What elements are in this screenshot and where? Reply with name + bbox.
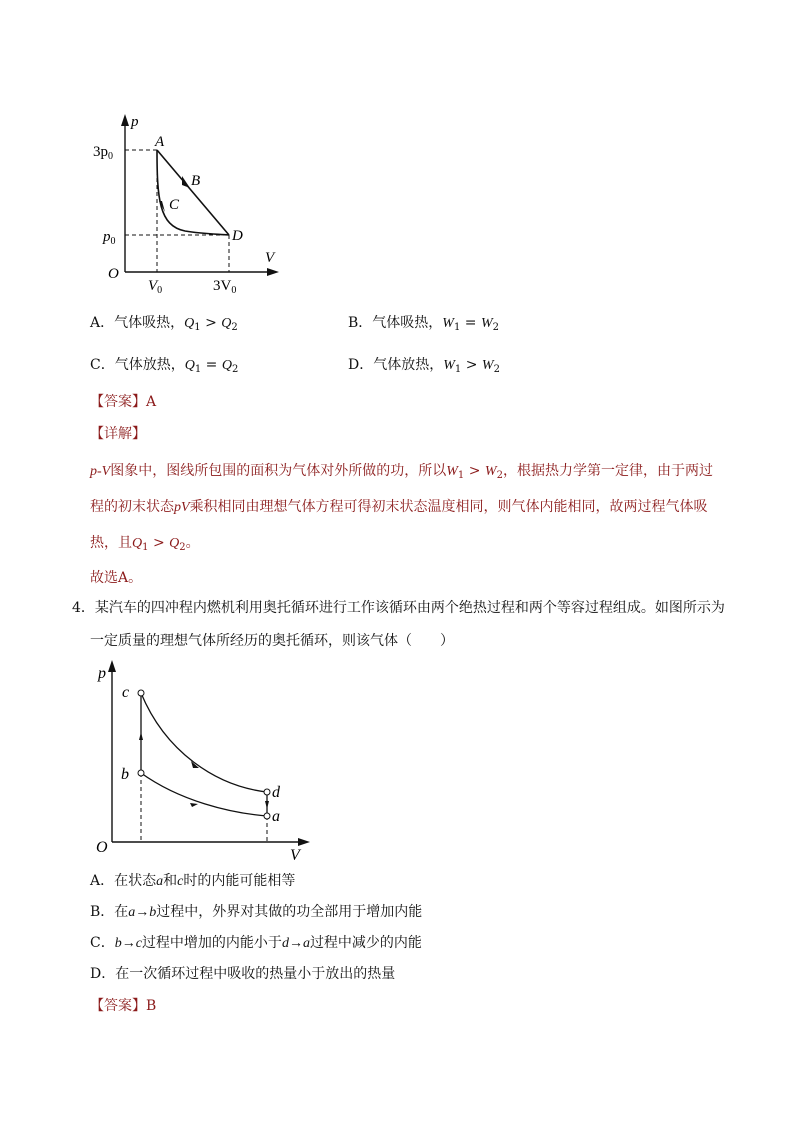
q3-explain-w1: W xyxy=(446,464,458,479)
q4-option-c-var1: b→c xyxy=(114,936,142,951)
q4-option-d[interactable] xyxy=(90,964,395,984)
q4-otto-cycle-diagram xyxy=(90,656,315,866)
q3-option-d-lhs-sub: 1 xyxy=(454,364,462,375)
q3-option-c-lhs: Q xyxy=(184,358,195,373)
q3-point-a: A xyxy=(155,134,165,150)
q3-label-v: V xyxy=(265,250,275,266)
q4-answer xyxy=(90,996,156,1016)
q4-label-d: d xyxy=(272,784,280,801)
q4-label-c: c xyxy=(122,684,130,701)
q3-answer-value: A xyxy=(146,394,157,410)
q3-option-c-text: C．气体放热， xyxy=(90,357,185,373)
q4-option-c-text1: C． xyxy=(90,935,115,951)
q3-label-p0: $p_0$ xyxy=(103,229,116,247)
q3-path-abd xyxy=(157,150,229,235)
q3-option-d-lhs: W xyxy=(443,358,455,373)
q3-explain-line1 xyxy=(90,461,713,486)
q3-option-a-op: > xyxy=(200,315,222,331)
q4-p-axis-arrow xyxy=(108,660,116,672)
q3-explain-line2 xyxy=(90,497,708,518)
q3-option-a-lhs-sub: 1 xyxy=(194,322,201,333)
q3-option-b-text: B．气体吸热， xyxy=(348,315,443,331)
q3-option-d[interactable] xyxy=(348,355,500,380)
q3-label-origin: O xyxy=(108,266,119,282)
q4-label-v: V xyxy=(290,847,300,864)
q3-explain-label: 【详解】 xyxy=(90,426,146,442)
q4-option-a-text1: A．在状态 xyxy=(90,873,157,889)
q3-explain-line3 xyxy=(90,533,200,558)
q4-stem-line2: 一定质量的理想气体所经历的奥托循环，则该气体（ ） xyxy=(90,633,454,649)
q3-explain-text6: 。 xyxy=(185,535,200,551)
q4-option-a-var2: c xyxy=(177,874,184,889)
q4-option-c-text2: 过程中增加的内能小于 xyxy=(141,935,282,951)
q3-explain-w2-sub: 2 xyxy=(496,470,503,481)
q4-arrow-bc xyxy=(139,732,143,740)
q3-option-c-rhs: Q xyxy=(221,358,232,373)
q3-explain-text3: 程的初末状态 xyxy=(90,499,174,515)
q4-option-c-var2: d→a xyxy=(281,936,310,951)
q4-label-a: a xyxy=(272,808,280,825)
q4-option-a-text2: 和 xyxy=(163,873,178,889)
q3-option-c-lhs-sub: 1 xyxy=(194,364,202,375)
q3-explain-text2: ，根据热力学第一定律，由于两过 xyxy=(502,463,713,479)
q3-option-a-rhs: Q xyxy=(221,316,232,331)
q4-stem-line1: 4．某汽车的四冲程内燃机利用奥托循环进行工作该循环由两个绝热过程和两个等容过程组成。如图所示为 xyxy=(72,600,725,616)
q3-option-b-lhs: W xyxy=(442,316,454,331)
q3-explain-text4: 乘积相同由理想气体方程可得初末状态温度相同，则气体内能相同，故两过程气体吸 xyxy=(189,499,708,515)
q3-option-d-rhs: W xyxy=(481,358,494,373)
q3-explain-q1: Q xyxy=(132,536,143,551)
q3-explain-q1-sub: 1 xyxy=(142,542,149,553)
q3-option-a-text: A．气体吸热， xyxy=(90,315,185,331)
q4-answer-value: B xyxy=(146,998,157,1014)
q3-point-b: B xyxy=(191,173,201,189)
q3-option-a-rhs-sub: 2 xyxy=(231,322,238,333)
q3-option-d-op: > xyxy=(461,357,482,373)
q3-option-b-rhs-sub: 2 xyxy=(492,322,500,333)
q3-label-3v0: $3V_0$ xyxy=(213,278,237,296)
q3-option-b-op: = xyxy=(460,315,481,331)
q4-label-p: p xyxy=(98,665,106,682)
q3-explain-text1: 图象中，图线所包围的面积为气体对外所做的功，所以 xyxy=(110,463,447,479)
q4-option-c-text3: 过程中减少的内能 xyxy=(309,935,422,951)
q4-option-a[interactable] xyxy=(90,871,295,892)
q4-option-d-text1: D．在一次循环过程中吸收的热量小于放出的热量 xyxy=(90,966,396,982)
q4-option-c[interactable] xyxy=(90,933,422,954)
q4-point-a-marker xyxy=(264,813,270,819)
q4-arrow-da xyxy=(265,801,269,809)
q4-option-a-text3: 时的内能可能相等 xyxy=(183,873,296,889)
q3-point-d: D xyxy=(232,228,243,244)
q4-point-c-marker xyxy=(138,690,144,696)
q3-v-axis-arrow xyxy=(267,268,279,276)
q4-option-a-var1: a xyxy=(156,874,164,889)
q4-v-axis-arrow xyxy=(298,838,310,846)
q4-option-b-text1: B．在 xyxy=(90,904,129,920)
q3-label-p: p xyxy=(131,114,139,130)
q3-pv-diagram xyxy=(85,108,295,300)
q4-option-b-var1: a→b xyxy=(128,905,157,920)
q3-explain-op2: > xyxy=(148,535,170,551)
q3-explain-text5: 热，且 xyxy=(90,535,132,551)
q3-explain-pv: pV xyxy=(174,500,190,515)
q4-option-b-text2: 过程中，外界对其做的功全部用于增加内能 xyxy=(156,904,423,920)
q4-label-b: b xyxy=(121,766,129,783)
q3-label-3p0: $3p_0$ xyxy=(93,144,113,162)
q3-option-a[interactable] xyxy=(90,313,238,338)
q3-explain-q2-sub: 2 xyxy=(179,542,186,553)
q3-conclusion: 故选A。 xyxy=(90,570,143,586)
q4-arrow-ab xyxy=(190,803,198,807)
q3-answer xyxy=(90,392,156,412)
q3-explain-op1: > xyxy=(464,463,485,479)
q4-path-cd xyxy=(141,693,267,792)
q3-option-b[interactable] xyxy=(348,313,499,338)
q4-path-ab xyxy=(141,773,267,816)
q3-option-b-lhs-sub: 1 xyxy=(453,322,461,333)
q4-point-b-marker xyxy=(138,770,144,776)
q3-option-d-rhs-sub: 2 xyxy=(493,364,500,375)
q3-option-d-text: D．气体放热， xyxy=(348,357,444,373)
q3-option-c-rhs-sub: 2 xyxy=(231,364,239,375)
q3-p-axis-arrow xyxy=(121,114,129,126)
q4-point-d-marker xyxy=(264,789,270,795)
q3-option-a-lhs: Q xyxy=(184,316,195,331)
q3-answer-label: 【答案】 xyxy=(90,394,146,410)
q4-option-b[interactable] xyxy=(90,902,422,923)
q3-explain-q2: Q xyxy=(169,536,180,551)
q3-arrow-b xyxy=(182,176,190,188)
q3-explain-w1-sub: 1 xyxy=(457,470,465,481)
q3-option-c-op: = xyxy=(201,357,222,373)
q3-option-c[interactable] xyxy=(90,355,238,380)
q4-label-origin: O xyxy=(96,839,108,856)
q3-option-b-rhs: W xyxy=(480,316,493,331)
q3-explain-pv-graph: p-V xyxy=(90,464,111,479)
q3-explain-w2: W xyxy=(484,464,497,479)
q4-answer-label: 【答案】 xyxy=(90,998,146,1014)
q3-label-v0: $V_0$ xyxy=(148,278,163,296)
q3-point-c: C xyxy=(169,197,180,213)
